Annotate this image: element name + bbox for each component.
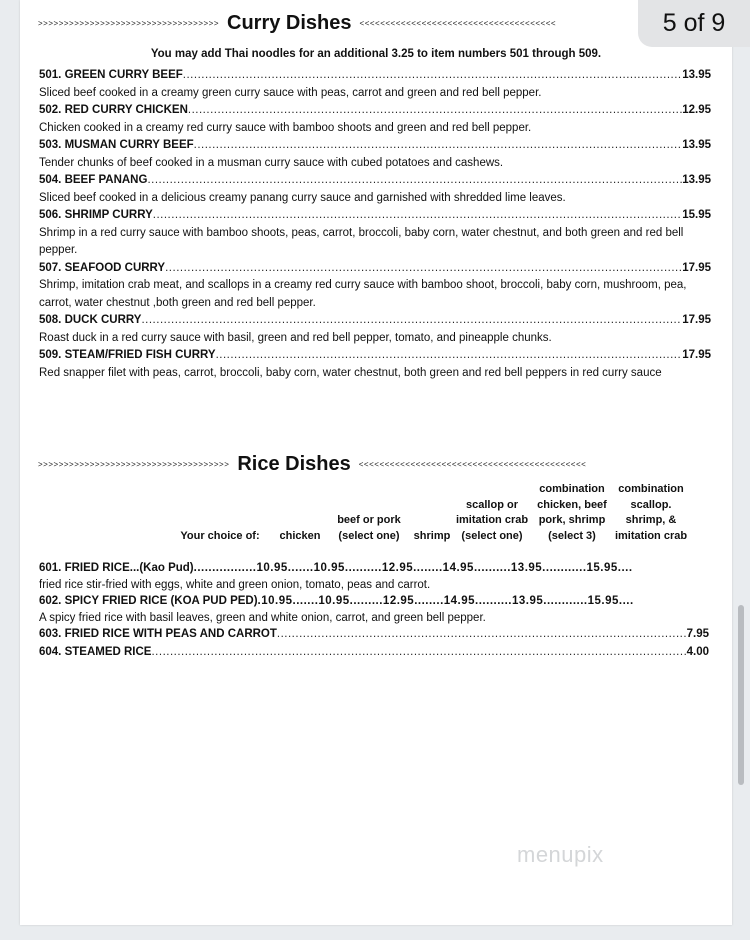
column-header: beef or pork (select one) (337, 514, 401, 542)
item-price: 17.95 (682, 349, 711, 361)
menu-item (39, 626, 709, 644)
curry-section-title: Curry Dishes (227, 12, 352, 34)
item-name: 503. MUSMAN CURRY BEEF (39, 139, 194, 151)
item-description: Red snapper filet with peas, carrot, broccoli, baby corn, water chestnut, both green and red bell peppers in red curry sauce (39, 366, 662, 379)
item-description: Tender chunks of beef cooked in a musman curry sauce with cubed potatoes and cashews. (39, 156, 504, 169)
item-price: 4.00 (686, 645, 709, 658)
item-name: 507. SEAFOOD CURRY (39, 261, 166, 274)
menu-item (39, 644, 709, 662)
item-name: 604. STEAMED RICE (39, 645, 152, 658)
curry-section-header (38, 12, 714, 35)
item-description: Chicken cooked in a creamy red curry sauce with bamboo shoots and green and red bell pepper. (39, 121, 532, 134)
item-name: 602. SPICY FRIED RICE (KOA PUD PED) (39, 595, 258, 607)
column-header: shrimp (413, 529, 451, 542)
item-description: Sliced beef cooked in a creamy green curry sauce with peas, carrot and green and red bell pepper. (39, 86, 542, 99)
noodle-note: You may add Thai noodles for an additional 3.25 to item numbers 501 through 509. (150, 48, 602, 60)
menu-item (39, 102, 711, 137)
menu-item (39, 260, 711, 313)
item-price: 13.95 (682, 69, 711, 81)
rice-price-columns (20, 480, 732, 544)
column-header: chicken (279, 529, 321, 542)
rice-item-list (39, 560, 719, 661)
menu-item (39, 137, 711, 172)
column-header: combination scallop. shrimp, & imitation crab (614, 483, 688, 542)
menu-page (20, 0, 732, 925)
item-price: 17.95 (682, 314, 711, 326)
menu-item (39, 560, 719, 593)
menu-item (39, 207, 711, 260)
item-prices: .10.95.......10.95.........12.95........14.95..........13.95............15.95.... (257, 595, 634, 607)
item-price: 12.95 (682, 104, 711, 116)
menu-item (39, 593, 719, 626)
item-name: 504. BEEF PANANG (39, 174, 148, 186)
item-price: 17.95 (682, 261, 711, 274)
page-indicator: 5 of 9 (638, 0, 750, 47)
header-arrows-left: >>>>>>>>>>>>>>>>>>>>>>>>>>>>>>>>>>> (38, 19, 220, 28)
header-arrows-right: <<<<<<<<<<<<<<<<<<<<<<<<<<<<<<<<<<<<<<<<<<<< (358, 460, 587, 469)
item-prices: .................10.95.......10.95..........12.95........14.95..........13.95............15.95.... (193, 562, 633, 574)
menu-item (39, 312, 711, 347)
item-description: Shrimp in a red curry sauce with bamboo shoots, peas, carrot, broccoli, baby corn, water chestnut, and both green and red bell pepper. (39, 226, 684, 256)
choice-label: Your choice of: (180, 529, 260, 542)
curry-item-list (39, 67, 711, 382)
menu-item (39, 172, 711, 207)
menu-item (39, 347, 711, 382)
item-price: 13.95 (682, 174, 711, 186)
item-name: 501. GREEN CURRY BEEF (39, 69, 183, 81)
column-header: scallop or imitation crab (select one) (455, 498, 529, 542)
item-name: 502. RED CURRY CHICKEN (39, 104, 188, 116)
item-name-suffix: ...(Kao Pud) (129, 562, 194, 574)
item-description: Roast duck in a red curry sauce with basil, green and red bell pepper, tomato, and pineapple chunks. (39, 331, 552, 344)
item-price: 15.95 (682, 209, 711, 221)
item-description: Shrimp, imitation crab meat, and scallops in a creamy red curry sauce with bamboo shoot, broccoli, baby corn, mushroom, pea, carrot, water chestnut ,both green and red bell pepper. (39, 279, 687, 309)
column-header: combination chicken, beef pork, shrimp (select 3) (537, 483, 607, 542)
header-arrows-left: >>>>>>>>>>>>>>>>>>>>>>>>>>>>>>>>>>>>> (38, 460, 230, 469)
menu-item (39, 67, 711, 102)
item-name: 508. DUCK CURRY (39, 314, 142, 326)
item-price: 7.95 (686, 628, 709, 640)
item-description: fried rice stir-fried with eggs, white and green onion, tomato, peas and carrot. (39, 579, 431, 591)
item-name: 509. STEAM/FRIED FISH CURRY (39, 349, 216, 361)
item-description: Sliced beef cooked in a delicious creamy panang curry sauce and garnished with shredded lime leaves. (39, 191, 566, 204)
rice-section-header (38, 453, 714, 476)
item-name: 603. FRIED RICE WITH PEAS AND CARROT (39, 628, 277, 640)
rice-section-title: Rice Dishes (237, 453, 351, 475)
scrollbar-thumb[interactable] (738, 605, 744, 785)
menupix-watermark: menupix (517, 842, 604, 867)
header-arrows-right: <<<<<<<<<<<<<<<<<<<<<<<<<<<<<<<<<<<<<< (359, 19, 557, 28)
item-price: 13.95 (682, 139, 711, 151)
item-name: 506. SHRIMP CURRY (39, 209, 153, 221)
item-name: 601. FRIED RICE (39, 562, 130, 574)
item-description: A spicy fried rice with basil leaves, green and white onion, carrot, and green bell pepper. (39, 612, 486, 624)
